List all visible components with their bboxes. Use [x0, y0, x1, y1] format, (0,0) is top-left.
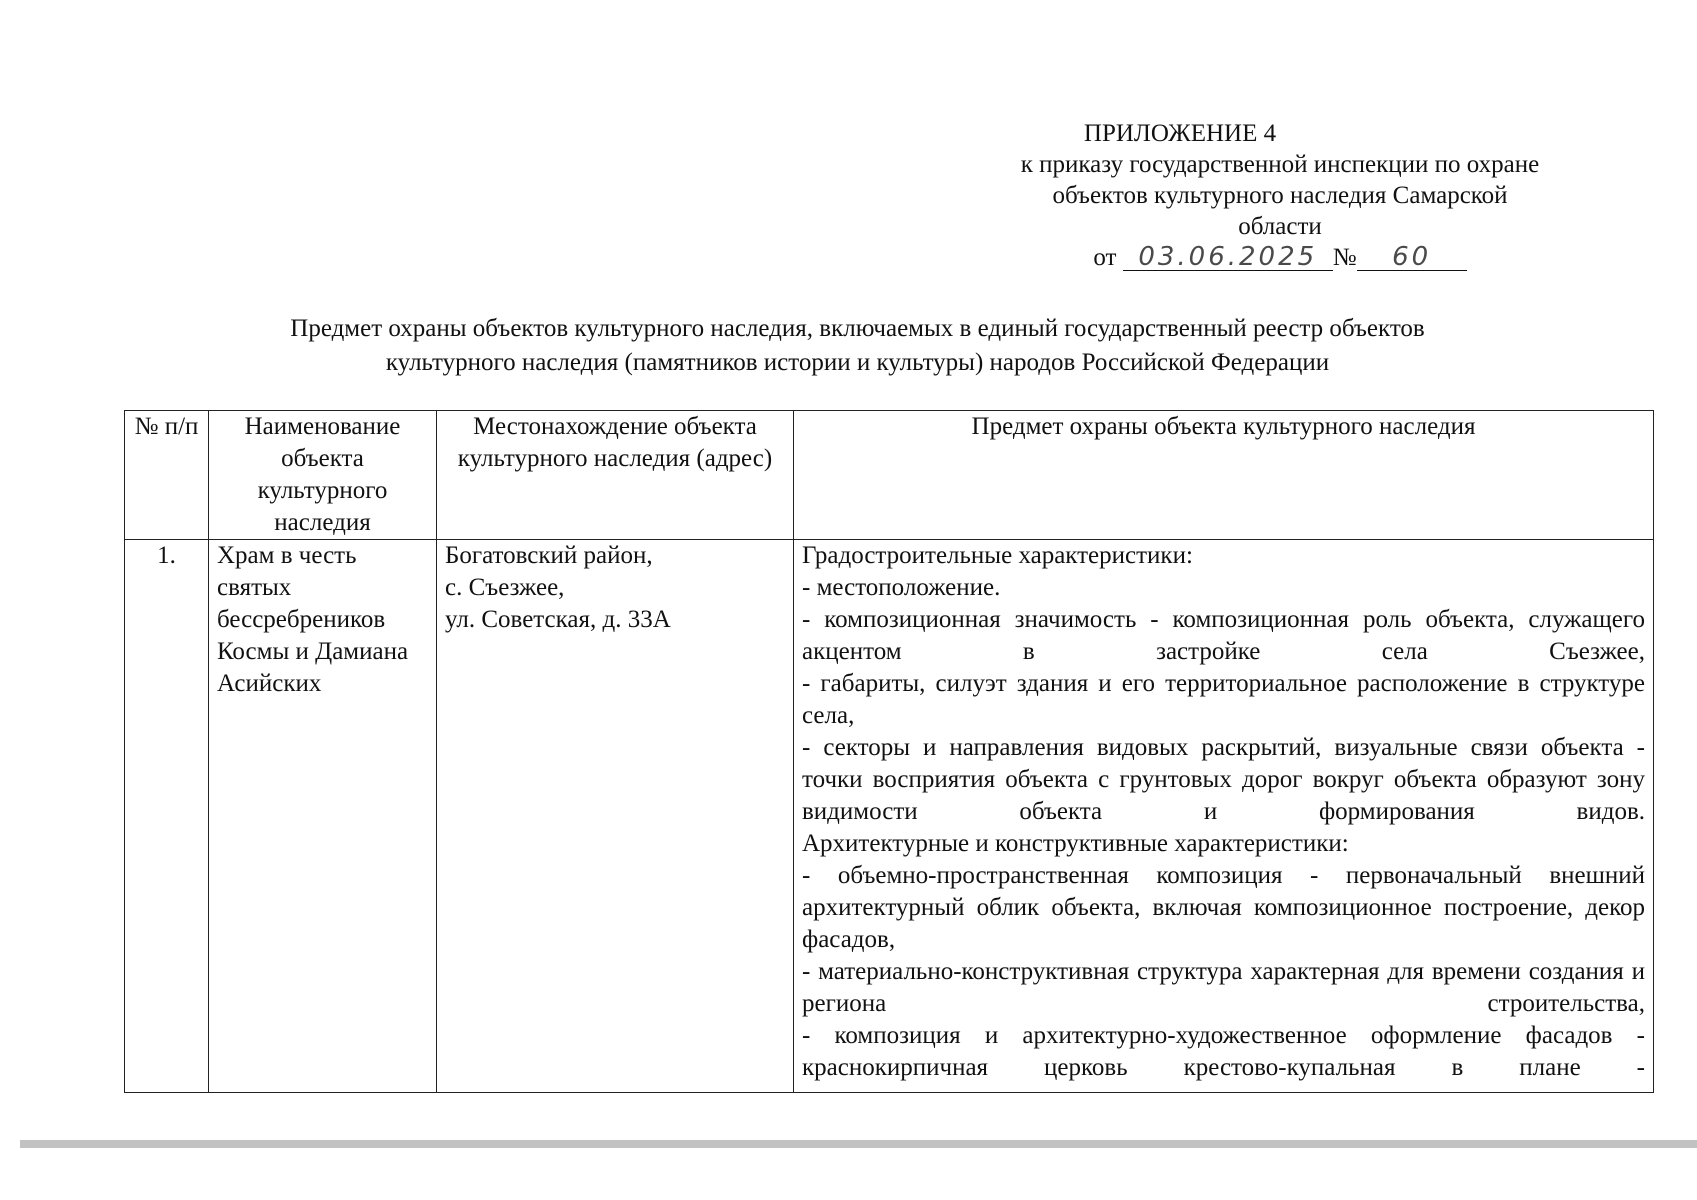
subject-line: - объемно-пространственная композиция - первоначальный внешний архитектурный облик объекта, включая композиционное построение, декор фасадов,: [802, 862, 1645, 953]
handwritten-number: 60: [1357, 244, 1467, 271]
subject-line: Градостроительные характеристики:: [802, 542, 1193, 569]
document-title-line: Предмет охраны объектов культурного наследия, включаемых в единый государственный реестр объектов: [290, 315, 1425, 342]
page-bottom-divider: [20, 1140, 1697, 1148]
table-row: [125, 540, 1654, 1093]
header-number: № п/п: [125, 411, 209, 540]
header-address: Местонахождение объекта культурного наследия (адрес): [437, 411, 794, 540]
subject-line: - секторы и направления видовых раскрытий, визуальные связи объекта - точки восприятия объекта с грунтовых дорог вокруг объекта образуют зону видимости объекта и формирования видов.: [802, 734, 1645, 825]
subject-line: - композиция и архитектурно-художественное оформление фасадов - краснокирпичная церковь крестово-купальная в плане -: [802, 1022, 1645, 1081]
subject-line: - материально-конструктивная структура характерная для времени создания и региона строительства,: [802, 958, 1645, 1017]
appendix-line: к приказу государственной инспекции по охране: [1020, 151, 1540, 178]
row-protection-subject: [794, 540, 1654, 1093]
row-name: Храм в честь святых бессребреников Космы и Дамиана Асийских: [209, 540, 437, 1093]
document-title-line: культурного наследия (памятников истории и культуры) народов Российской Федерации: [385, 349, 1330, 376]
row-address: [437, 540, 794, 1093]
header-subject: Предмет охраны объекта культурного наследия: [794, 411, 1654, 540]
order-date-line: [940, 242, 1620, 273]
address-line: Богатовский район,: [445, 542, 653, 569]
subject-line: - местоположение.: [802, 574, 1001, 601]
document-title: [120, 312, 1595, 380]
appendix-title: ПРИЛОЖЕНИЕ 4: [1083, 120, 1277, 147]
number-prefix: №: [1332, 244, 1357, 271]
appendix-line: области: [1238, 213, 1322, 240]
heritage-table: [124, 410, 1654, 1093]
subject-line: Архитектурные и конструктивные характеристики:: [802, 830, 1349, 857]
subject-line: - габариты, силуэт здания и его территориальное расположение в структуре села,: [802, 670, 1645, 729]
table-header-row: [125, 411, 1654, 540]
address-line: ул. Советская, д. 33А: [445, 606, 671, 633]
appendix-block: [940, 118, 1620, 273]
appendix-line: объектов культурного наследия Самарской: [1052, 182, 1508, 209]
handwritten-date: 03.06.2025: [1123, 244, 1333, 271]
date-prefix: от: [1093, 244, 1117, 271]
header-name: Наименование объекта культурного наследия: [209, 411, 437, 540]
address-line: с. Съезжее,: [445, 574, 565, 601]
row-number: 1.: [125, 540, 209, 1093]
subject-line: - композиционная значимость - композиционная роль объекта, служащего акцентом в застройке села Съезжее,: [802, 606, 1645, 665]
